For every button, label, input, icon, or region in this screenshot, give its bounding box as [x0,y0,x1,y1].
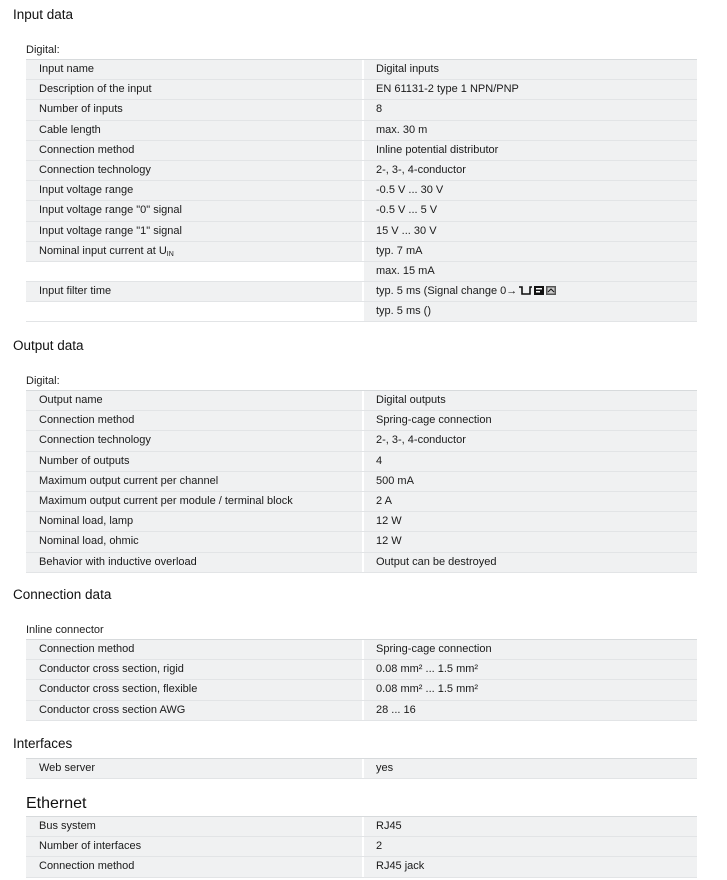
input-data-table [26,59,697,322]
row-value: -0.5 V ... 30 V [376,184,444,197]
row-value-text: typ. 5 ms (Signal change 0→ [376,285,518,298]
table-row [26,837,697,857]
table-row [26,512,697,532]
table-row [26,80,697,100]
group-label-connection: Inline connector [26,624,104,636]
row-label: Description of the input [26,80,364,99]
table-row [26,759,697,779]
row-label: Cable length [26,121,364,140]
table-row [26,121,697,141]
row-value: 2 [376,840,383,853]
table-row [26,282,697,302]
row-label: Nominal load, lamp [26,512,364,531]
table-row [26,302,697,322]
row-value: 2-, 3-, 4-conductor [376,163,466,176]
row-label-text: Nominal input current at U [39,244,167,257]
row-value: 2-, 3-, 4-conductor [376,434,466,447]
row-value: 2 A [376,494,392,507]
row-label: Input name [26,60,364,79]
row-label: Connection technology [26,161,364,180]
row-value: 28 ... 16 [376,703,416,716]
row-label-subscript: IN [166,250,174,258]
table-row [26,222,697,242]
row-value: EN 61131-2 type 1 NPN/PNP [376,83,519,96]
row-label: Connection method [26,640,364,659]
row-label: Input voltage range [26,181,364,200]
table-row [26,680,697,700]
row-value: -0.5 V ... 5 V [376,204,438,217]
connection-data-table [26,639,697,721]
row-label: Web server [26,759,364,778]
row-label [26,242,364,261]
table-row [26,181,697,201]
row-value: typ. 5 ms () [364,302,697,321]
row-label: Number of outputs [26,452,364,471]
row-value: Digital inputs [376,63,439,75]
row-label: Connection method [26,857,364,876]
row-value: 8 [376,103,383,116]
table-row [26,201,697,221]
row-value: Inline potential distributor [376,143,499,156]
row-value: Digital outputs [376,394,446,406]
table-row [26,411,697,431]
row-label: Nominal load, ohmic [26,532,364,551]
row-label: Input voltage range "0" signal [26,201,364,220]
row-label: Connection method [26,141,364,160]
row-label: Bus system [26,817,364,836]
row-value: max. 30 m [376,123,428,136]
row-value: Spring-cage connection [376,643,492,655]
row-label: Connection technology [26,431,364,450]
row-value: Output can be destroyed [376,555,497,568]
row-value: typ. 7 mA [376,244,423,257]
row-label: Number of interfaces [26,837,364,856]
table-row [26,857,697,877]
row-value: Spring-cage connection [376,414,492,427]
table-row [26,701,697,721]
ethernet-table [26,816,697,878]
row-label: Input filter time [26,282,364,301]
row-value: 12 W [376,515,402,528]
row-label: Maximum output current per module / terminal block [26,492,364,511]
row-value: RJ45 [376,820,402,832]
table-row [26,262,697,282]
row-value: 0.08 mm² ... 1.5 mm² [376,663,479,676]
row-label: Conductor cross section AWG [26,701,364,720]
row-value [364,282,697,301]
table-row [26,472,697,492]
row-value: 500 mA [376,474,414,487]
row-value: 4 [376,454,383,467]
row-label: Input voltage range "1" signal [26,222,364,241]
row-value: 15 V ... 30 V [376,224,437,237]
row-value: 12 W [376,535,402,548]
table-row [26,141,697,161]
section-title-ethernet: Ethernet [26,795,87,812]
row-label: Conductor cross section, rigid [26,660,364,679]
interfaces-table [26,758,697,779]
row-label: Output name [26,391,364,410]
row-label: Number of inputs [26,100,364,119]
group-label-output: Digital: [26,375,60,387]
row-label: Connection method [26,411,364,430]
row-value: RJ45 jack [376,860,425,873]
row-value: max. 15 mA [364,262,697,281]
group-label-input: Digital: [26,44,60,56]
section-title-output: Output data [13,338,84,353]
row-label [26,302,364,321]
row-value: yes [376,762,394,774]
table-row [26,452,697,472]
table-row [26,660,697,680]
section-title-connection: Connection data [13,587,112,602]
section-title-interfaces: Interfaces [13,736,73,751]
table-row [26,553,697,573]
table-row [26,817,697,837]
section-title-input: Input data [13,7,74,22]
row-value: 0.08 mm² ... 1.5 mm² [376,683,479,696]
table-row [26,640,697,660]
table-row [26,431,697,451]
signal-change-icon [519,284,557,303]
row-label: Conductor cross section, flexible [26,680,364,699]
table-row [26,492,697,512]
row-label: Maximum output current per channel [26,472,364,491]
table-row [26,532,697,552]
table-row [26,60,697,80]
table-row [26,391,697,411]
output-data-table [26,390,697,573]
table-row [26,242,697,262]
table-row [26,161,697,181]
table-row [26,100,697,120]
row-label: Behavior with inductive overload [26,553,364,572]
row-label [26,262,364,281]
